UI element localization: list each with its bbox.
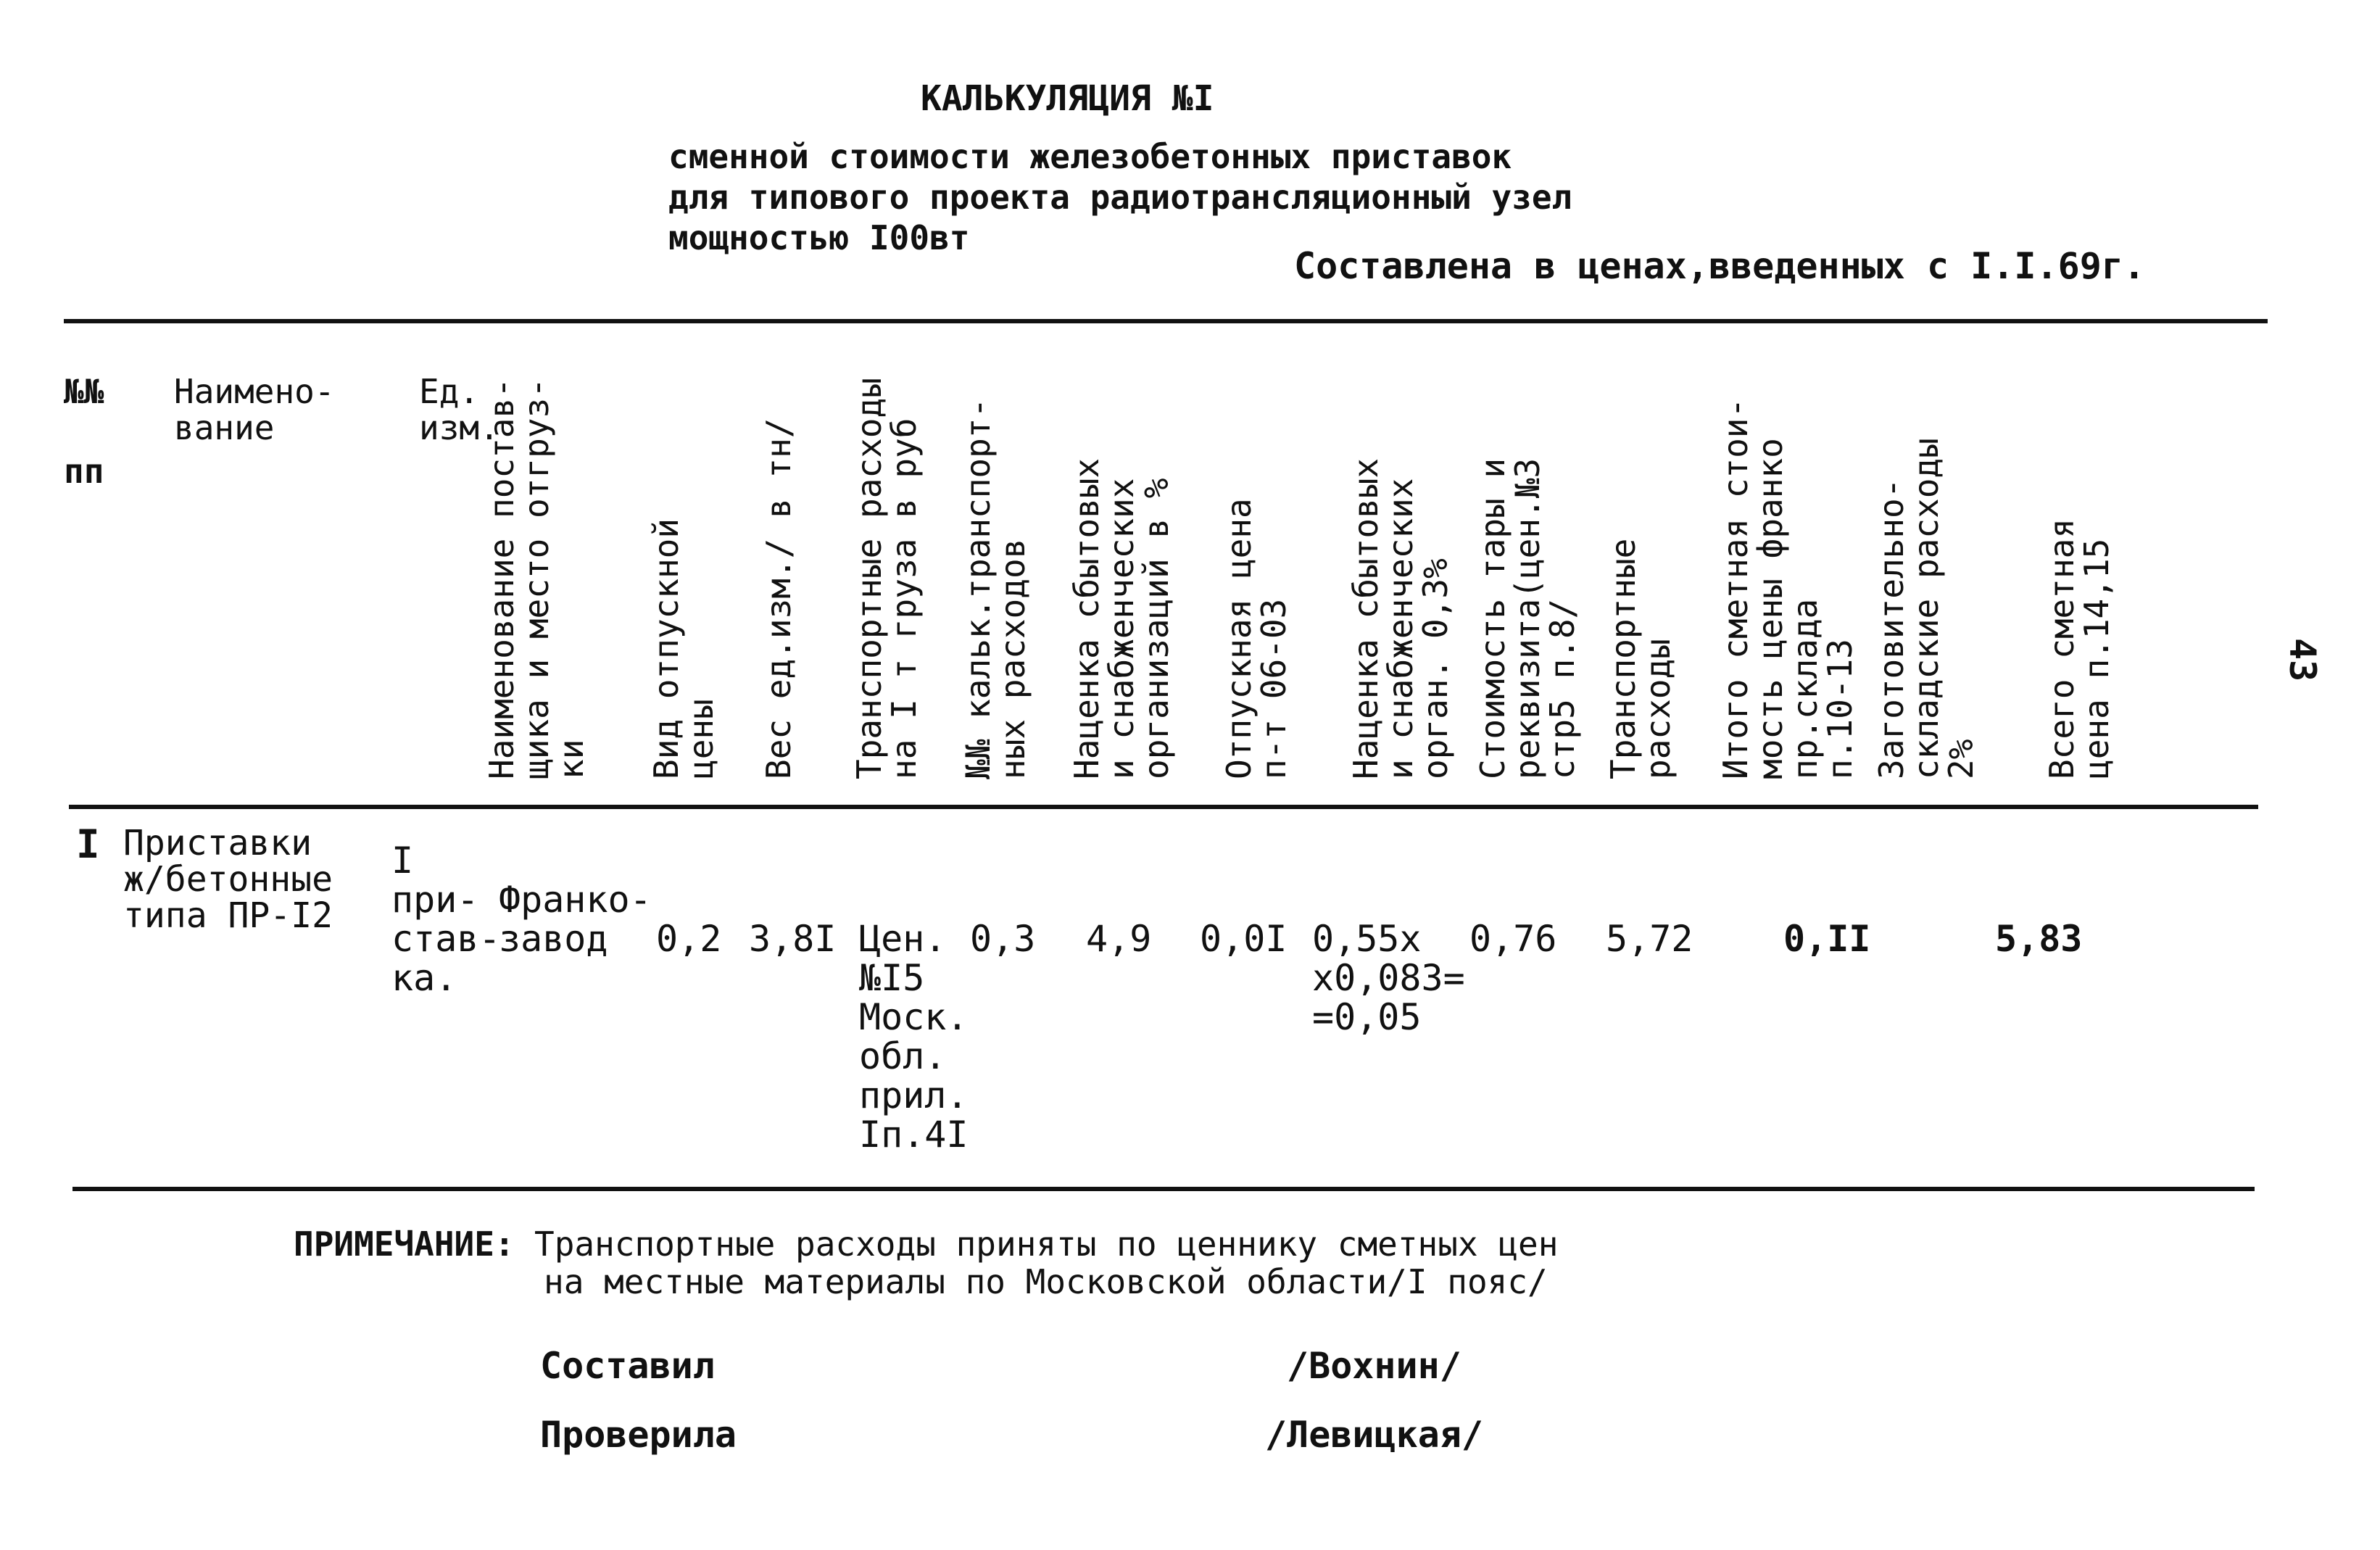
prices-note: Составлена в ценах,введенных с I.I.69г. xyxy=(1294,245,2145,287)
document-subtitle xyxy=(668,136,1572,258)
cell-markup-pct: 4,9 xyxy=(1086,918,1152,960)
table-top-rule xyxy=(64,319,2268,323)
subtitle-line: мощностью I00вт xyxy=(668,218,970,257)
checked-name: /Левицкая/ xyxy=(1265,1414,1484,1456)
subtitle-line: для типового проекта радиотрансляционный узел xyxy=(668,178,1572,217)
cell-total: 5,83 xyxy=(1995,918,2083,960)
cell-weight: 3,8I xyxy=(749,918,837,960)
subtitle-line: сменной стоимости железобетонных приставок xyxy=(668,137,1512,176)
header-price-type: Вид отпускной цены xyxy=(647,518,721,779)
cell-price-type: 0,2 xyxy=(656,918,722,960)
header-bottom-rule xyxy=(69,805,2258,809)
header-tare-cost: Стоимость тары и реквизита(цен.№3 стр5 п.8/ xyxy=(1473,457,1582,779)
header-unit: Ед. изм. xyxy=(419,372,499,447)
cell-subtotal: 0,II xyxy=(1783,918,1871,960)
header-name: Наимено- вание xyxy=(174,372,335,447)
cell-calc-no: 0,3 xyxy=(970,918,1036,960)
header-markup-pct: Наценка сбытовых и снабженческих организаций в % xyxy=(1067,457,1176,779)
cell-release-price: 0,0I xyxy=(1200,918,1288,960)
header-release-price: Отпускная цена п-т 06-03 xyxy=(1219,498,1293,779)
cell-supplier: Франко- завод xyxy=(499,879,652,960)
note-line-2: на местные материалы по Московской области/I пояс/ xyxy=(544,1262,1548,1301)
header-procurement: Заготовительно- складские расходы 2% xyxy=(1872,438,1981,779)
header-weight: Вес ед.изм./ в тн/ xyxy=(759,418,798,779)
header-subtotal: Итого сметная стои- мость цены франко пр.склада п.10-13 xyxy=(1716,397,1859,779)
header-num: №№ пп xyxy=(64,372,104,491)
compiled-name: /Вохнин/ xyxy=(1287,1345,1461,1387)
header-markup-value: Наценка сбытовых и снабженческих орган. 0,3% xyxy=(1346,457,1455,779)
cell-transport-cost: 5,72 xyxy=(1606,918,1693,960)
cell-name: Приставки ж/бетонные типа ПР-I2 xyxy=(123,823,333,936)
header-total: Всего сметная цена п.14,15 xyxy=(2042,518,2116,779)
cell-unit: I при- став- ка. xyxy=(391,840,501,999)
header-calc-no: №№ кальк.транспорт- ных расходов xyxy=(958,397,1032,779)
header-supplier: Наименование постав- щика и место отгруз- ки xyxy=(482,378,591,779)
note-line-1: Транспортные расходы приняты по ценнику сметных цен xyxy=(534,1224,1559,1264)
cell-transport-rate: Цен. №I5 Моск. обл. прил. Iп.4I xyxy=(859,918,969,1156)
checked-label: Проверила xyxy=(540,1414,737,1456)
header-transport-cost: Транспортные расходы xyxy=(1604,538,1678,779)
table-bottom-rule xyxy=(72,1187,2255,1191)
compiled-label: Составил xyxy=(540,1345,715,1387)
page-number: 43 xyxy=(2281,638,2323,682)
cell-num: I xyxy=(76,821,100,867)
header-transport-rate: Транспортные расходы на I т груза в руб xyxy=(850,378,924,779)
cell-markup-value: 0,55х х0,083= =0,05 xyxy=(1312,918,1465,1038)
cell-tare-cost: 0,76 xyxy=(1469,918,1557,960)
note-label: ПРИМЕЧАНИЕ: xyxy=(294,1224,515,1264)
document-title: КАЛЬКУЛЯЦИЯ №I xyxy=(921,78,1214,119)
